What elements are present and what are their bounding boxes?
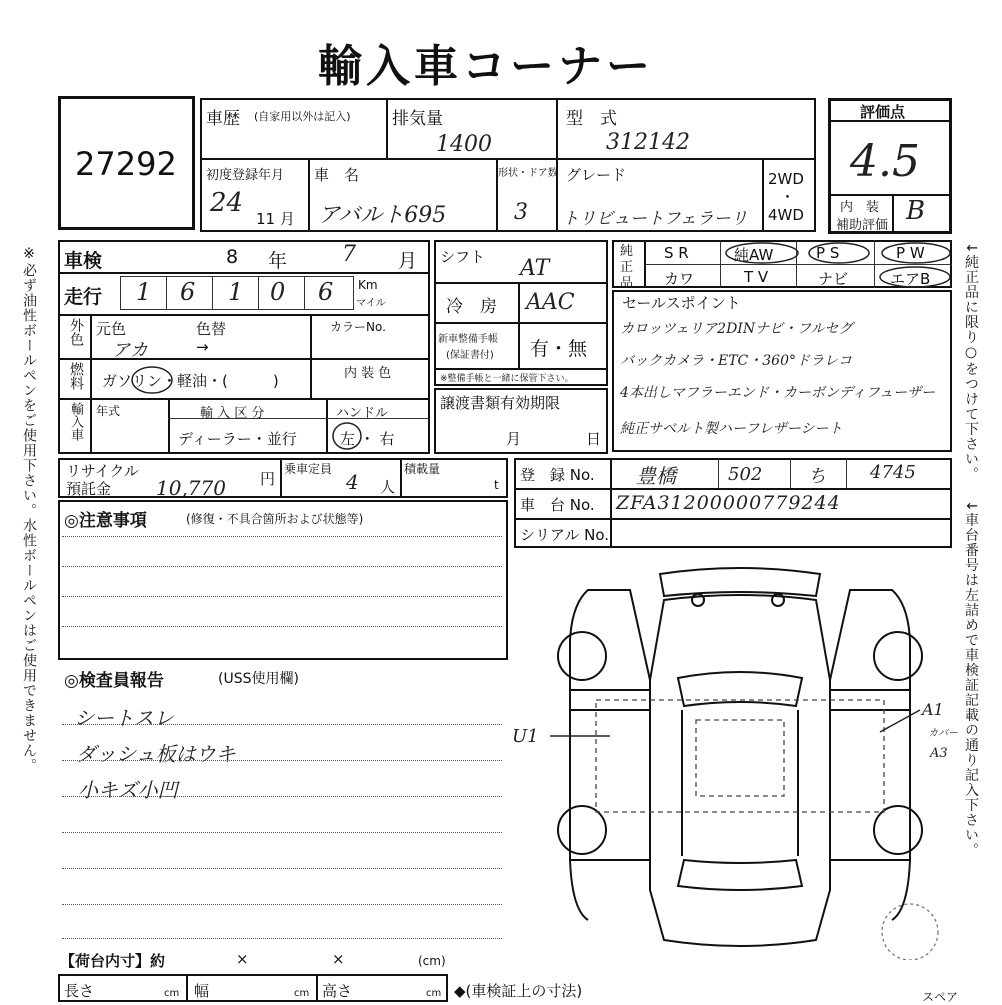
fuel-options: ガソリン・軽油・( ) [102,372,279,390]
cargo-length-unit: cm [164,988,180,999]
first-reg-month: 11 月 [256,210,295,228]
drive-4wd: 4WD [768,206,804,224]
first-reg-year: 24 [210,188,244,218]
equipment-pw: P W [896,244,925,262]
original-color-value: アカ [112,340,148,361]
equipment-tv: T V [744,268,769,286]
displacement-value: 1400 [436,132,492,157]
equipment-side-1: 純 [620,244,634,259]
chassis-value: ZFA31200000779244 [616,492,841,514]
registration-number: 4745 [870,462,916,483]
load-label: 積載量 [404,462,441,476]
inspector-line-2: ダッシュ板はウキ [76,742,236,766]
capacity-label: 乗車定員 [284,462,333,476]
history-note: (自家用以外は記入) [254,110,351,123]
cargo-size-block [58,974,448,1002]
fuel-side: 燃料 [68,362,84,390]
ps-circle-mark [806,241,872,265]
inspection-year-unit: 年 [268,250,288,272]
cargo-width-unit: cm [294,988,310,999]
aircon-label: 冷 房 [446,297,497,317]
equipment-sr: S R [664,244,689,262]
diagram-mark-cover: カバー [928,728,958,739]
inspector-sub: (USS使用欄) [218,671,299,687]
equipment-side-3: 品 [620,276,634,291]
registration-label: 登 録 No. [520,466,595,484]
cargo-x1: × [236,950,249,968]
notes-sub: (修復・不具合箇所および状態等) [186,512,364,526]
diagram-mark-a3: A3 [930,746,948,761]
inspection-month-unit: 月 [398,250,418,272]
interior-label-1: 内 装 [840,200,880,215]
mileage-unit-km: Km [358,278,378,292]
mileage-digit-1: 1 [136,278,152,306]
inspector-line-1: シートスレ [74,706,174,730]
import-type-label: 輸 入 区 分 [200,406,265,421]
recycle-label-2: 預託金 [66,480,112,498]
car-damage-diagram [500,560,960,960]
load-unit: t [494,478,499,492]
mileage-digit-2: 6 [180,278,196,306]
serial-label: シリアル No. [520,526,610,544]
left-handle-circle-mark [330,420,364,452]
page-title: 輸入車コーナー [318,41,654,92]
color-no-label: カラーNo. [330,320,386,334]
original-color-label: 元色 [96,320,127,338]
mileage-digit-4: 0 [270,278,286,306]
side-note-left: ※必ず油性ボールペンをご使用下さい。水性ボールペンはご使用できません。 [21,246,37,773]
interior-value: B [906,196,926,226]
transfer-month: 月 [506,430,522,448]
cargo-x2: × [332,950,345,968]
mileage-digit-3: 1 [228,278,244,306]
cargo-cm: (cm) [418,954,446,968]
pw-circle-mark [880,241,952,265]
capacity-value: 4 [346,470,359,494]
shift-label: シフト [440,248,486,266]
cargo-length-label: 長さ [64,982,95,1000]
registration-kana: ち [808,466,826,487]
doors-value: 3 [514,200,528,225]
aircon-value: AAC [526,290,575,315]
inspection-month: 7 [342,242,356,267]
car-name-label: 車 名 [314,166,360,184]
history-label: 車歴 [206,109,240,129]
inspector-line-3: 小キズ小凹 [78,778,178,802]
mileage-label: 走行 [64,286,103,308]
color-arrow: → [196,338,209,356]
mileage-unit-mile: マイル [356,298,386,309]
doors-label: 形状・ドア数 [498,168,558,179]
registration-class: 502 [728,464,763,485]
car-name-value: アバルト695 [318,203,447,228]
capacity-unit: 人 [380,478,396,496]
drive-2wd: 2WD [768,170,804,188]
equipment-navi: ナビ [818,270,849,288]
exterior-color-side: 外色 [68,318,84,346]
cargo-height-label: 高さ [322,982,353,1000]
lot-number-box [58,96,195,230]
cargo-label: 【荷台内寸】約 [60,952,166,970]
diagram-mark-u1: U1 [512,726,539,747]
equipment-leather: カワ [664,270,695,288]
chassis-label: 車 台 No. [520,496,595,514]
maintenance-note: ※整備手帳と一緒に保管下さい。 [440,374,574,384]
recycle-label-1: リサイクル [66,462,139,480]
handle-value: 左 ・ 右 [340,430,395,448]
cargo-width-label: 幅 [194,982,210,1000]
interior-color-label: 内 装 色 [344,366,392,381]
side-note-right-top: ↓純正品に限り○をつけて下さい。 [963,242,979,482]
notes-label: ◎注意事項 [64,511,147,531]
airbag-circle-mark [878,265,952,289]
inspection-label: 車検 [64,250,103,272]
interior-label-2: 補助評価 [836,218,889,233]
transfer-day: 日 [586,430,602,448]
rating-value: 4.5 [850,136,920,187]
recycle-value: 10,770 [156,476,226,500]
transfer-label: 譲渡書類有効期限 [440,394,561,412]
import-year-label: 年式 [96,404,121,418]
diagram-mark-a1: A1 [922,700,944,719]
sales-point-4: 純正サベルト製ハーフレザーシート [620,421,843,437]
sales-point-2: バックカメラ・ETC・360°ドラレコ [620,353,852,369]
maintenance-value: 有・無 [530,338,588,360]
displacement-label: 排気量 [392,109,443,129]
spare-label: スペア [922,990,959,1004]
cargo-height-unit: cm [426,988,442,999]
aw-circle-mark [724,241,800,265]
lot-number: 27292 [75,145,177,183]
import-side: 輸入車 [68,402,83,441]
equipment-ps: P S [816,244,840,262]
equipment-airbag: エアB [890,270,931,288]
drive-dot: ・ [780,188,796,206]
inspection-year: 8 [226,246,239,268]
cargo-note: ◆(車検証上の寸法) [454,982,583,1000]
registration-place: 豊橋 [636,464,676,488]
sales-point-1: カロッツェリア2DINナビ・フルセグ [620,321,853,337]
import-type-value: ディーラー・並行 [178,430,297,448]
color-change-label: 色替 [196,320,227,338]
recycle-unit: 円 [260,470,276,488]
model-value: 312142 [606,130,690,155]
sales-points-label: セールスポイント [622,294,741,312]
equipment-aw: 純AW [734,246,774,264]
gasoline-circle-mark [130,364,174,396]
sales-point-3: 4本出しマフラーエンド・カーボンディフューザー [620,385,936,401]
inspector-label: ◎検査員報告 [64,671,164,691]
maintenance-label-1: 新車整備手帳 [438,334,498,345]
rating-label: 評価点 [860,103,906,121]
grade-value: トリビュートフェラーリ [562,209,748,229]
grade-label: グレード [566,166,627,184]
equipment-side-2: 正 [620,260,634,275]
mileage-digit-5: 6 [318,278,334,306]
shift-value: AT [520,256,550,281]
side-note-right-bottom: ↓車台番号は左詰めで車検証記載の通り記入下さい。 [963,500,979,858]
maintenance-label-2: (保証書付) [446,350,494,361]
model-label: 型 式 [566,109,617,129]
handle-label: ハンドル [336,406,389,421]
first-reg-label: 初度登録年月 [206,168,285,183]
